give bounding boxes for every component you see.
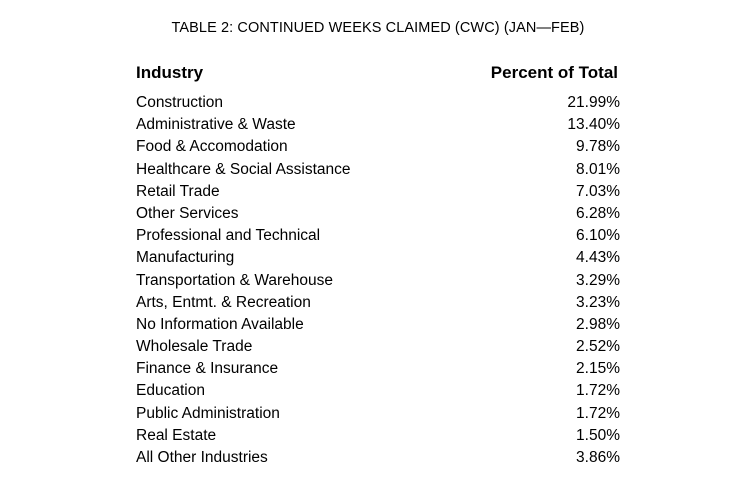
- cell-industry: Transportation & Warehouse: [136, 271, 334, 289]
- cwc-table: [136, 58, 620, 469]
- cell-percent-of-total: 3.86%: [576, 449, 620, 466]
- cell-industry: Finance & Insurance: [136, 360, 279, 378]
- cell-industry: Arts, Entmt. & Recreation: [136, 293, 311, 311]
- table-row: [136, 92, 620, 114]
- cell-industry: All Other Industries: [136, 449, 268, 466]
- cell-percent-of-total: 8.01%: [576, 160, 620, 178]
- cell-percent-of-total: 3.23%: [576, 293, 620, 311]
- table-row: [136, 403, 620, 425]
- table-row: [136, 336, 620, 358]
- cell-industry: Retail Trade: [136, 182, 220, 200]
- cell-industry: No Information Available: [136, 315, 304, 333]
- cell-percent-of-total: 4.43%: [576, 249, 620, 267]
- cell-industry: Food & Accomodation: [136, 138, 288, 156]
- cell-percent-of-total: 2.52%: [576, 338, 620, 356]
- table-row: [136, 314, 620, 336]
- cell-industry: Other Services: [136, 204, 239, 222]
- table-row: [136, 447, 620, 469]
- cell-percent-of-total: 9.78%: [576, 138, 620, 156]
- cell-percent-of-total: 2.98%: [576, 315, 620, 333]
- table-row: [136, 225, 620, 247]
- cell-percent-of-total: 1.72%: [576, 404, 620, 422]
- table-row: [136, 380, 620, 402]
- cell-percent-of-total: 21.99%: [567, 94, 620, 111]
- table-row: [136, 358, 620, 380]
- cell-percent-of-total: 3.29%: [576, 271, 620, 289]
- table-body: [136, 92, 620, 469]
- cell-percent-of-total: 1.72%: [576, 382, 620, 400]
- cell-industry: Real Estate: [136, 426, 217, 444]
- cell-industry: Professional and Technical: [136, 227, 321, 245]
- table-row: [136, 203, 620, 225]
- cell-industry: Public Administration: [136, 404, 280, 422]
- cell-percent-of-total: 13.40%: [567, 116, 620, 134]
- cell-industry: Education: [136, 382, 205, 400]
- cell-industry: Wholesale Trade: [136, 338, 253, 356]
- cell-percent-of-total: 6.10%: [576, 227, 620, 245]
- cell-percent-of-total: 6.28%: [576, 204, 620, 222]
- table-row: [136, 270, 620, 292]
- cell-percent-of-total: 1.50%: [576, 426, 620, 444]
- cell-percent-of-total: 2.15%: [576, 360, 620, 378]
- table-caption: TABLE 2: CONTINUED WEEKS CLAIMED (CWC) (JAN—FEB): [171, 20, 585, 36]
- cell-industry: Healthcare & Social Assistance: [136, 160, 351, 178]
- table-row: [136, 136, 620, 158]
- table-row: [136, 114, 620, 136]
- cell-industry: Construction: [136, 94, 224, 111]
- table-header-row: [136, 58, 620, 88]
- cell-industry: Administrative & Waste: [136, 116, 296, 134]
- table-row: [136, 159, 620, 181]
- column-header-industry: Industry: [136, 63, 204, 82]
- table-row: [136, 181, 620, 203]
- cell-industry: Manufacturing: [136, 249, 235, 267]
- table-row: [136, 247, 620, 269]
- cell-percent-of-total: 7.03%: [576, 182, 620, 200]
- table-row: [136, 425, 620, 447]
- table-row: [136, 292, 620, 314]
- column-header-percent-of-total: Percent of Total: [490, 63, 618, 82]
